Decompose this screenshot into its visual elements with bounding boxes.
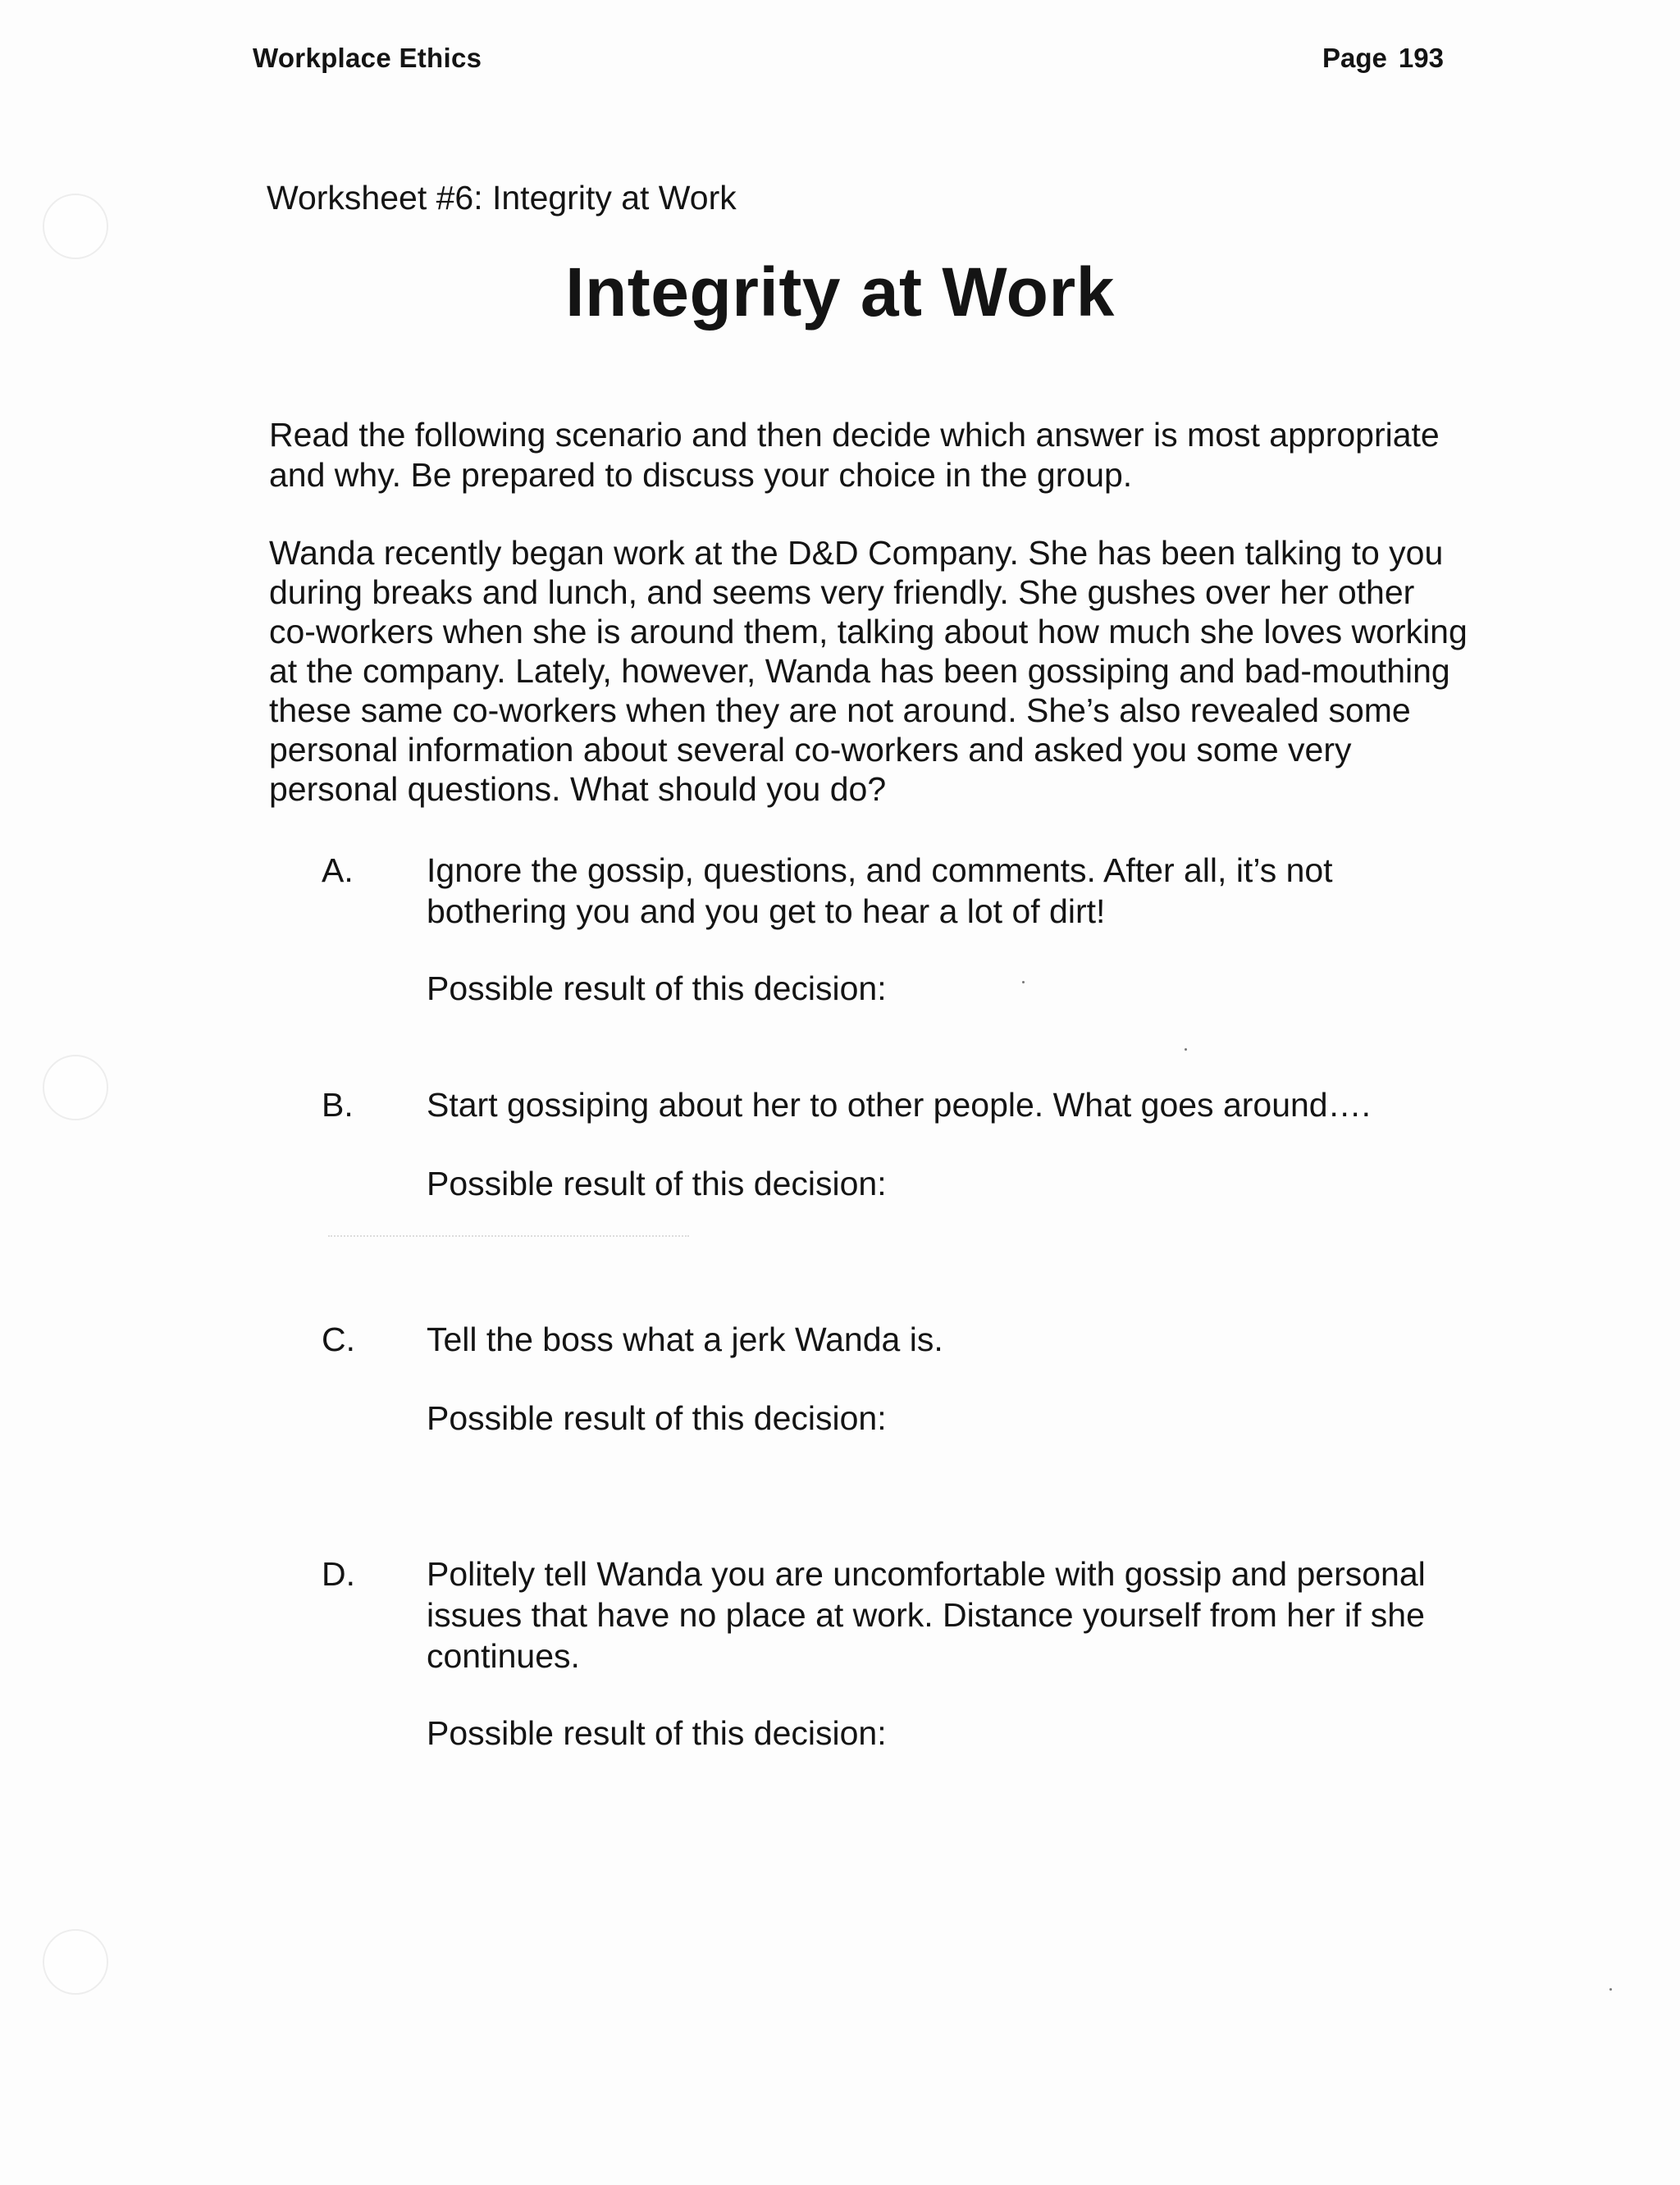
result-label: Possible result of this decision: [427,1399,887,1437]
page-label: Page [1322,43,1387,73]
option-text [427,1319,1493,1360]
instructions-paragraph [269,415,1500,495]
option-text [427,850,1493,932]
result-label: Possible result of this decision: [427,1165,887,1202]
page-number-header [1322,43,1444,74]
option-line: continues. [427,1637,580,1675]
scenario-paragraph [269,533,1500,809]
result-label: Possible result of this decision: [427,1714,887,1752]
instructions-line: and why. Be prepared to discuss your choice in the group. [269,456,1133,494]
instructions-line: Read the following scenario and then decide which answer is most appropriate [269,416,1440,454]
option-letter: C. [322,1321,355,1358]
option-letter: D. [322,1555,355,1593]
scenario-line: personal questions. What should you do? [269,770,887,808]
worksheet-label: Worksheet #6: Integrity at Work [267,179,737,217]
scenario-line: personal information about several co-workers and asked you some very [269,731,1352,769]
scenario-line: co-workers when she is around them, talking about how much she loves working [269,613,1468,650]
scenario-line: during breaks and lunch, and seems very friendly. She gushes over her other [269,573,1415,611]
option-line: Tell the boss what a jerk Wanda is. [427,1321,943,1358]
scan-speck [1185,1048,1187,1051]
punch-hole-bottom [43,1929,108,1995]
option-text [427,1084,1493,1125]
scenario-line: Wanda recently began work at the D&D Company. She has been talking to you [269,534,1444,572]
scenario-line: at the company. Lately, however, Wanda has been gossiping and bad-mouthing [269,652,1450,690]
result-label: Possible result of this decision: [427,969,887,1007]
option-letter: B. [322,1086,354,1124]
option-line: bothering you and you get to hear a lot of dirt! [427,892,1106,930]
page-number: 193 [1398,43,1444,73]
scenario-line: these same co-workers when they are not around. She’s also revealed some [269,691,1411,729]
option-line: Ignore the gossip, questions, and comments. After all, it’s not [427,851,1333,889]
option-line: Start gossiping about her to other people. What goes around…. [427,1086,1372,1124]
punch-hole-top [43,194,108,259]
book-title: Workplace Ethics [253,43,482,73]
punch-hole-middle [43,1055,108,1120]
scan-artifact-line [328,1235,689,1237]
option-line: issues that have no place at work. Distance yourself from her if she [427,1596,1425,1634]
option-line: Politely tell Wanda you are uncomfortable with gossip and personal [427,1555,1426,1593]
option-letter: A. [322,851,354,889]
option-text [427,1553,1493,1676]
scan-speck [1022,981,1025,983]
scan-speck [1609,1988,1612,1991]
page-title: Integrity at Work [565,253,1115,331]
